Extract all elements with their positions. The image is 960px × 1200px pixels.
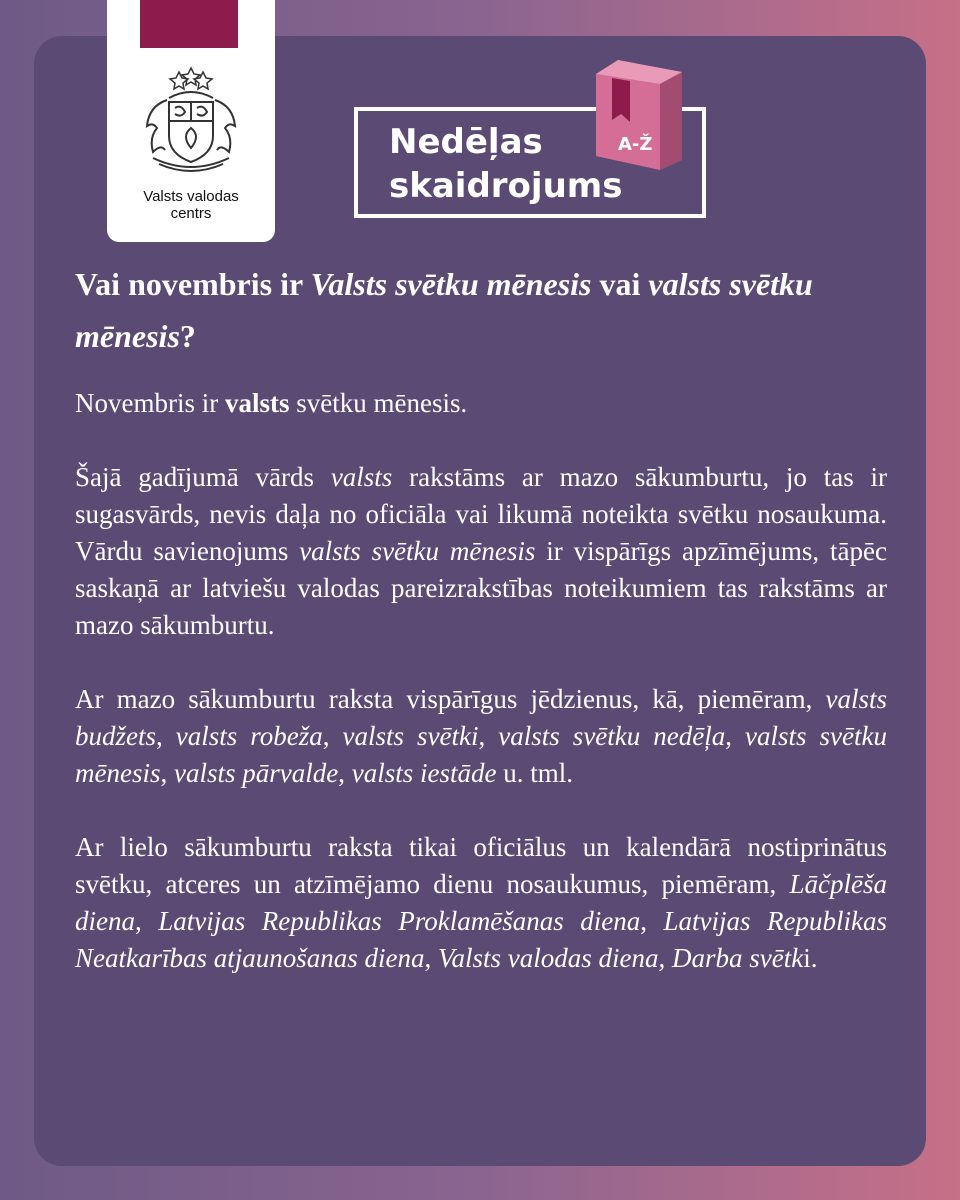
logo-block [107,0,275,242]
dictionary-book-icon [578,52,688,170]
lowercase-examples-paragraph: Ar mazo sākumburtu raksta vispārīgus jēdzienus, kā, piemēram, valsts budžets, valsts robeža, valsts svētki, valsts svētku nedēļa, valsts svētku mēnesis, valsts pārvalde, valsts iestāde u. tml. [75,684,888,788]
badge-title: Nedēļas skaidrojums [389,122,623,206]
explanation-body [75,385,887,1014]
question-heading: Vai novembris ir Valsts svētku mēnesis vai valsts svētku mēnesis? [75,266,813,354]
book-label: A-Ž [618,134,653,155]
rule-paragraph: Šajā gadījumā vārds valsts rakstāms ar mazo sākumburtu, jo tas ir sugasvārds, nevis daļa no oficiāla vai likumā noteikta svētku nosaukuma. Vārdu savienojums valsts svētku mēnesis ir vispārīgs apzīmējums, tāpēc saskaņā ar latviešu valodas pareizrakstības noteikumiem tas rakstāms ar mazo sākumburtu. [75,462,888,640]
uppercase-examples-paragraph: Ar lielo sākumburtu raksta tikai oficiālus un kalendārā nostiprinātus svētku, atceres un atzīmējamo dienu nosaukumus, piemēram, Lāčplēša diena, Latvijas Republikas Proklamēšanas diena, Latvijas Republikas Neatkarības atjaunošanas diena, Valsts valodas diena, Darba svētki. [75,832,888,973]
logo-flag [140,0,238,48]
answer-paragraph: Novembris ir valsts svētku mēnesis. [75,388,468,418]
coat-of-arms-icon [139,66,243,174]
organization-name: Valsts valodas centrs [143,188,239,222]
